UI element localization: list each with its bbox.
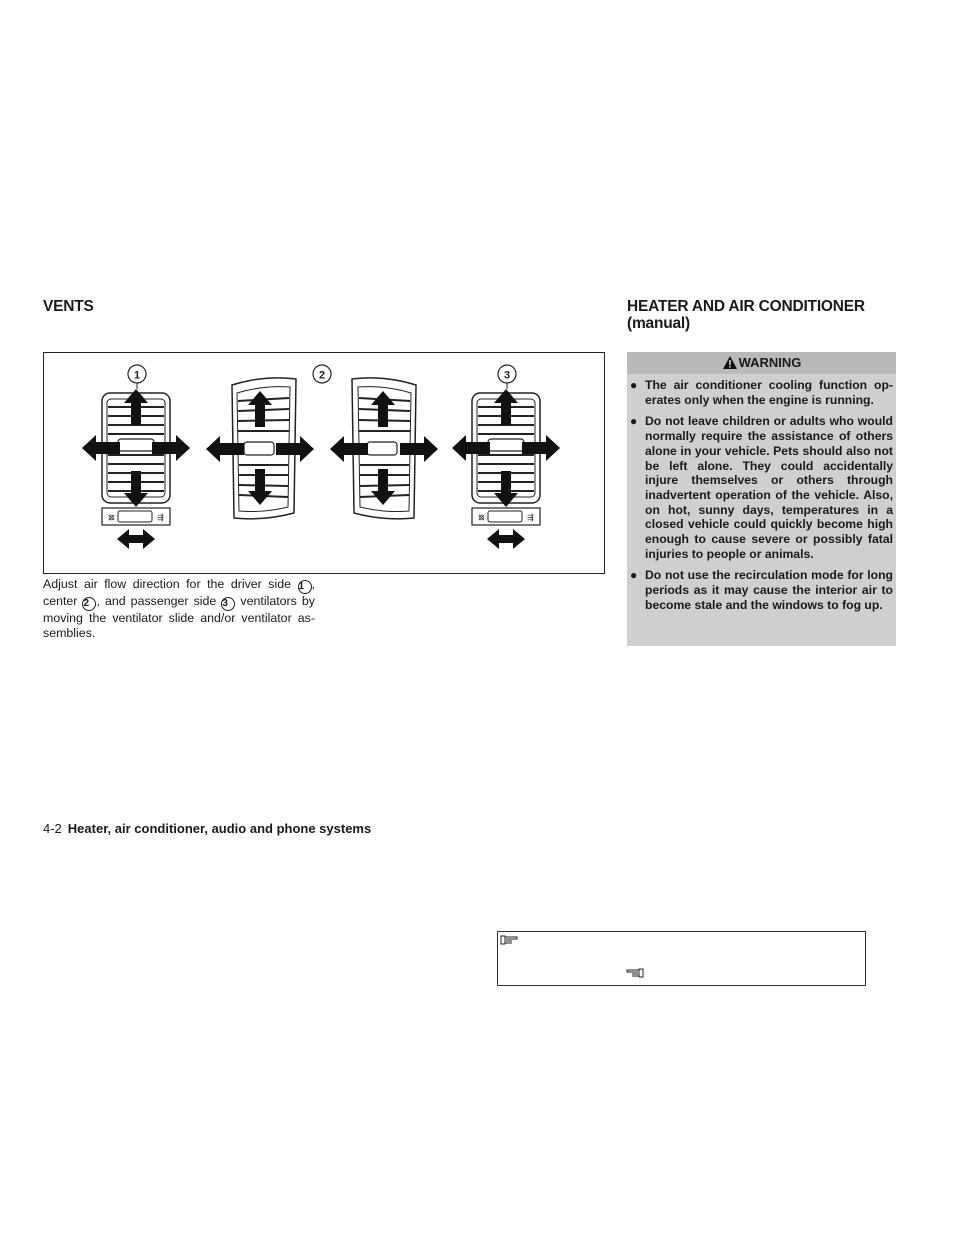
pointing-hand-icon [500, 934, 520, 946]
warning-triangle-icon [722, 355, 738, 370]
warning-item-2 [627, 414, 896, 561]
warning-title-bar [627, 352, 896, 374]
driver-side-vent [82, 365, 190, 549]
vents-figure [43, 352, 605, 574]
svg-text:⇶: ⇶ [527, 513, 534, 522]
caption-text-2: , center [43, 577, 315, 608]
caption-text-4: ventilators by moving the ventilator slide and/or ventilator assemblies. [43, 594, 315, 641]
warning-box [627, 352, 896, 646]
warning-item-1 [627, 378, 896, 407]
heater-ac-heading-line1: HEATER AND AIR CONDITIONER [627, 298, 865, 315]
warning-item-3-text: Do not use the recirculation mode for long periods as it may cause the interior air to become stale and the windows to fog up. [645, 568, 893, 612]
warning-item-1-text: The air conditioner cooling function operates only when the engine is running. [645, 378, 893, 407]
svg-text:⊠: ⊠ [478, 513, 485, 522]
heater-ac-heading-line2: (manual) [627, 315, 690, 332]
page-footer [43, 821, 371, 836]
pointing-hand-icon [624, 967, 644, 979]
section-title: Heater, air conditioner, audio and phone systems [67, 821, 372, 836]
svg-text:⊠: ⊠ [108, 513, 115, 522]
page-number: 4-2 [43, 821, 62, 836]
svg-text:⇶: ⇶ [157, 513, 164, 522]
heater-ac-heading [627, 298, 865, 332]
warning-item-3 [627, 568, 896, 612]
reference-box [497, 931, 866, 986]
callout-2: 2 [318, 369, 326, 382]
callout-1: 1 [133, 369, 141, 382]
warning-list [627, 378, 896, 620]
caption-text-1: Adjust air flow direction for the driver side [43, 577, 298, 591]
warning-title: WARNING [738, 355, 802, 370]
passenger-side-vent [452, 365, 560, 549]
center-right-vent [330, 378, 438, 519]
callout-3: 3 [503, 369, 511, 382]
caption-number-2: 2 [82, 597, 96, 611]
center-left-vent [206, 365, 331, 519]
caption-text-3: , and passenger side [96, 594, 222, 608]
vents-heading: VENTS [43, 298, 94, 315]
bullet-icon: ● [630, 568, 638, 583]
vents-caption [43, 577, 315, 641]
bullet-icon: ● [630, 414, 638, 429]
caption-number-3: 3 [221, 597, 235, 611]
caption-number-1: 1 [298, 580, 312, 594]
warning-item-2-text: Do not leave children or adults who would normally require the assistance of others alone in your vehicle. Pets should also not be left alone. They could accidentally injure themselves or others through inadvertent operation of the vehicle. Also, on hot, sunny days, temperatures in a closed vehicle could quickly become high enough to cause severe or possibly fatal injuries to people or animals. [645, 414, 893, 561]
bullet-icon: ● [630, 378, 638, 392]
